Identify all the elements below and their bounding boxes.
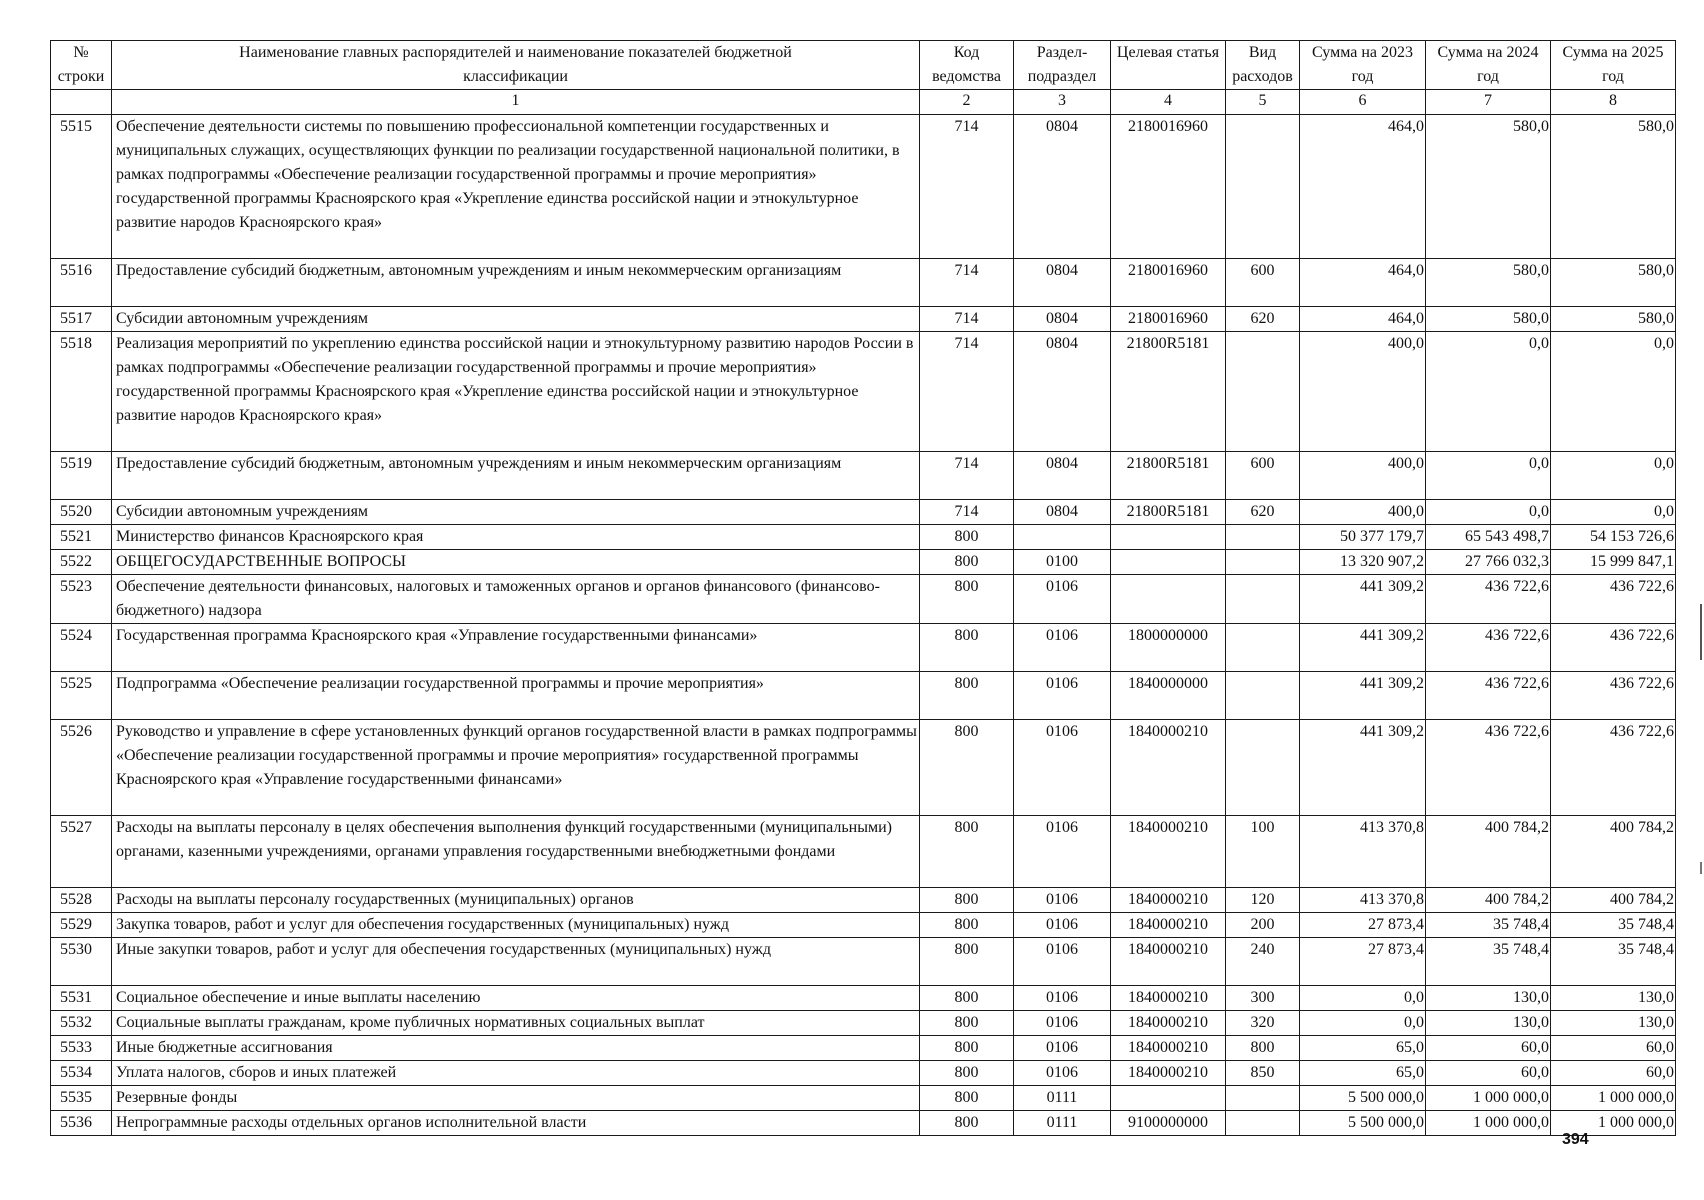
expense-type (1226, 550, 1300, 575)
dept-code: 800 (920, 913, 1014, 938)
sum-2024: 400 784,2 (1426, 816, 1551, 888)
sum-2023: 413 370,8 (1300, 888, 1426, 913)
sum-2024: 130,0 (1426, 1011, 1551, 1036)
page-number: 394 (1562, 1131, 1589, 1148)
target-article: 1840000210 (1111, 938, 1226, 986)
section-code: 0804 (1014, 307, 1111, 332)
target-article: 2180016960 (1111, 259, 1226, 307)
column-number: 1 (112, 90, 920, 115)
sum-2023: 0,0 (1300, 1011, 1426, 1036)
dept-code: 800 (920, 1011, 1014, 1036)
dept-code: 714 (920, 500, 1014, 525)
section-code: 0111 (1014, 1111, 1111, 1136)
expense-type: 300 (1226, 986, 1300, 1011)
table-row (51, 115, 1676, 259)
table-row (51, 525, 1676, 550)
sum-2023: 441 309,2 (1300, 720, 1426, 816)
target-article: 21800R5181 (1111, 332, 1226, 452)
sum-2024: 60,0 (1426, 1036, 1551, 1061)
column-number: 2 (920, 90, 1014, 115)
sum-2025: 436 722,6 (1551, 575, 1676, 624)
sum-2023: 441 309,2 (1300, 575, 1426, 624)
target-article (1111, 525, 1226, 550)
expense-type: 240 (1226, 938, 1300, 986)
dept-code: 800 (920, 575, 1014, 624)
table-row (51, 1036, 1676, 1061)
sum-2025: 130,0 (1551, 1011, 1676, 1036)
row-name: Социальное обеспечение и иные выплаты населению (112, 986, 920, 1011)
section-code: 0804 (1014, 259, 1111, 307)
column-number: 5 (1226, 90, 1300, 115)
dept-code: 714 (920, 307, 1014, 332)
target-article: 2180016960 (1111, 307, 1226, 332)
sum-2023: 5 500 000,0 (1300, 1086, 1426, 1111)
expense-type (1226, 332, 1300, 452)
sum-2025: 436 722,6 (1551, 672, 1676, 720)
sum-2023: 400,0 (1300, 500, 1426, 525)
table-row (51, 938, 1676, 986)
sum-2025: 54 153 726,6 (1551, 525, 1676, 550)
header-target-article: Целевая статья (1111, 41, 1226, 90)
sum-2024: 35 748,4 (1426, 938, 1551, 986)
sum-2025: 35 748,4 (1551, 913, 1676, 938)
sum-2025: 580,0 (1551, 307, 1676, 332)
row-name: Иные закупки товаров, работ и услуг для обеспечения государственных (муниципальных) нужд (112, 938, 920, 986)
row-number: 5516 (51, 259, 112, 307)
row-name: Обеспечение деятельности системы по повышению профессиональной компетенции государственных и муниципальных служащих, осуществляющих функции по реализации государственной национальной политики, в рамках подпрограммы «Обеспечение реализации государственной программы и прочие мероприятия» государственной программы Красноярского края «Укрепление единства российской нации и этнокультурное развитие народов Красноярского края» (112, 115, 920, 259)
dept-code: 800 (920, 672, 1014, 720)
scan-edge-mark (1700, 604, 1702, 660)
target-article: 1840000210 (1111, 720, 1226, 816)
sum-2023: 464,0 (1300, 115, 1426, 259)
sum-2025: 580,0 (1551, 259, 1676, 307)
sum-2023: 13 320 907,2 (1300, 550, 1426, 575)
table-row (51, 332, 1676, 452)
sum-2024: 436 722,6 (1426, 575, 1551, 624)
row-number: 5530 (51, 938, 112, 986)
row-name: Уплата налогов, сборов и иных платежей (112, 1061, 920, 1086)
dept-code: 714 (920, 259, 1014, 307)
sum-2025: 436 722,6 (1551, 720, 1676, 816)
column-number: 3 (1014, 90, 1111, 115)
sum-2023: 413 370,8 (1300, 816, 1426, 888)
dept-code: 714 (920, 332, 1014, 452)
sum-2023: 65,0 (1300, 1036, 1426, 1061)
target-article: 21800R5181 (1111, 500, 1226, 525)
target-article (1111, 1086, 1226, 1111)
target-article: 1840000210 (1111, 1061, 1226, 1086)
column-number: 7 (1426, 90, 1551, 115)
section-code: 0804 (1014, 500, 1111, 525)
sum-2024: 580,0 (1426, 307, 1551, 332)
section-code: 0106 (1014, 888, 1111, 913)
row-number: 5536 (51, 1111, 112, 1136)
expense-type (1226, 575, 1300, 624)
sum-2023: 5 500 000,0 (1300, 1111, 1426, 1136)
expense-type (1226, 1086, 1300, 1111)
table-row (51, 1061, 1676, 1086)
row-number: 5533 (51, 1036, 112, 1061)
section-code: 0106 (1014, 624, 1111, 672)
sum-2024: 400 784,2 (1426, 888, 1551, 913)
row-number: 5523 (51, 575, 112, 624)
table-row (51, 307, 1676, 332)
row-name: Обеспечение деятельности финансовых, налоговых и таможенных органов и органов финансового (финансово-бюджетного) надзора (112, 575, 920, 624)
target-article (1111, 575, 1226, 624)
sum-2025: 60,0 (1551, 1036, 1676, 1061)
table-row (51, 720, 1676, 816)
row-name: Социальные выплаты гражданам, кроме публичных нормативных социальных выплат (112, 1011, 920, 1036)
section-code: 0106 (1014, 938, 1111, 986)
row-name: Государственная программа Красноярского края «Управление государственными финансами» (112, 624, 920, 672)
sum-2025: 400 784,2 (1551, 888, 1676, 913)
sum-2024: 580,0 (1426, 259, 1551, 307)
expense-type: 850 (1226, 1061, 1300, 1086)
sum-2023: 441 309,2 (1300, 624, 1426, 672)
row-number: 5520 (51, 500, 112, 525)
expense-type (1226, 672, 1300, 720)
target-article: 1840000210 (1111, 816, 1226, 888)
row-name: Расходы на выплаты персоналу государственных (муниципальных) органов (112, 888, 920, 913)
row-name: Расходы на выплаты персоналу в целях обеспечения выполнения функций государственными (муниципальными) органами, казенными учреждениями, органами управления государственными внебюджетными фондами (112, 816, 920, 888)
row-name: Субсидии автономным учреждениям (112, 500, 920, 525)
table-row (51, 672, 1676, 720)
row-name: Предоставление субсидий бюджетным, автономным учреждениям и иным некоммерческим организациям (112, 259, 920, 307)
row-number: 5531 (51, 986, 112, 1011)
target-article: 1840000210 (1111, 1011, 1226, 1036)
target-article: 1840000210 (1111, 888, 1226, 913)
section-code: 0106 (1014, 1061, 1111, 1086)
target-article: 9100000000 (1111, 1111, 1226, 1136)
table-row (51, 575, 1676, 624)
sum-2023: 65,0 (1300, 1061, 1426, 1086)
expense-type (1226, 115, 1300, 259)
row-name: Министерство финансов Красноярского края (112, 525, 920, 550)
table-row (51, 500, 1676, 525)
header-sum-2024: Сумма на 2024 год (1426, 41, 1551, 90)
budget-table (50, 40, 1676, 1136)
sum-2025: 400 784,2 (1551, 816, 1676, 888)
sum-2025: 1 000 000,0 (1551, 1086, 1676, 1111)
table-row (51, 986, 1676, 1011)
table-row (51, 1011, 1676, 1036)
sum-2023: 27 873,4 (1300, 913, 1426, 938)
expense-type: 600 (1226, 259, 1300, 307)
sum-2025: 0,0 (1551, 332, 1676, 452)
row-number: 5522 (51, 550, 112, 575)
sum-2024: 35 748,4 (1426, 913, 1551, 938)
sum-2023: 27 873,4 (1300, 938, 1426, 986)
sum-2024: 0,0 (1426, 332, 1551, 452)
row-number: 5521 (51, 525, 112, 550)
section-code: 0804 (1014, 452, 1111, 500)
expense-type: 620 (1226, 500, 1300, 525)
section-code: 0106 (1014, 672, 1111, 720)
dept-code: 800 (920, 1036, 1014, 1061)
section-code: 0106 (1014, 913, 1111, 938)
dept-code: 800 (920, 720, 1014, 816)
section-code: 0804 (1014, 332, 1111, 452)
row-name: Резервные фонды (112, 1086, 920, 1111)
sum-2024: 436 722,6 (1426, 672, 1551, 720)
row-name: Предоставление субсидий бюджетным, автономным учреждениям и иным некоммерческим организациям (112, 452, 920, 500)
target-article: 1840000210 (1111, 1036, 1226, 1061)
table-body (51, 115, 1676, 1136)
target-article: 21800R5181 (1111, 452, 1226, 500)
target-article: 1840000210 (1111, 986, 1226, 1011)
row-name: ОБЩЕГОСУДАРСТВЕННЫЕ ВОПРОСЫ (112, 550, 920, 575)
sum-2024: 1 000 000,0 (1426, 1111, 1551, 1136)
expense-type: 600 (1226, 452, 1300, 500)
column-number (51, 90, 112, 115)
section-code: 0804 (1014, 115, 1111, 259)
column-number: 8 (1551, 90, 1676, 115)
sum-2025: 15 999 847,1 (1551, 550, 1676, 575)
row-name: Субсидии автономным учреждениям (112, 307, 920, 332)
target-article: 1800000000 (1111, 624, 1226, 672)
dept-code: 800 (920, 624, 1014, 672)
dept-code: 714 (920, 115, 1014, 259)
expense-type: 320 (1226, 1011, 1300, 1036)
section-code: 0106 (1014, 1011, 1111, 1036)
sum-2023: 464,0 (1300, 307, 1426, 332)
row-name: Руководство и управление в сфере установленных функций органов государственной власти в рамках подпрограммы «Обеспечение реализации государственной программы и прочие мероприятия» государственной программы Красноярского края «Управление государственными финансами» (112, 720, 920, 816)
table-row (51, 452, 1676, 500)
expense-type: 620 (1226, 307, 1300, 332)
sum-2025: 0,0 (1551, 500, 1676, 525)
header-row-number: № строки (51, 41, 112, 90)
sum-2023: 0,0 (1300, 986, 1426, 1011)
table-row (51, 1086, 1676, 1111)
sum-2025: 0,0 (1551, 452, 1676, 500)
sum-2023: 400,0 (1300, 452, 1426, 500)
table-row (51, 1111, 1676, 1136)
sum-2024: 436 722,6 (1426, 624, 1551, 672)
dept-code: 800 (920, 550, 1014, 575)
section-code: 0100 (1014, 550, 1111, 575)
header-section: Раздел- подраздел (1014, 41, 1111, 90)
column-number: 4 (1111, 90, 1226, 115)
column-number: 6 (1300, 90, 1426, 115)
sum-2024: 1 000 000,0 (1426, 1086, 1551, 1111)
row-number: 5525 (51, 672, 112, 720)
row-number: 5534 (51, 1061, 112, 1086)
dept-code: 800 (920, 1111, 1014, 1136)
sum-2024: 27 766 032,3 (1426, 550, 1551, 575)
expense-type (1226, 720, 1300, 816)
column-number-row (51, 90, 1676, 115)
dept-code: 800 (920, 525, 1014, 550)
sum-2024: 65 543 498,7 (1426, 525, 1551, 550)
sum-2024: 0,0 (1426, 452, 1551, 500)
sum-2023: 464,0 (1300, 259, 1426, 307)
target-article: 2180016960 (1111, 115, 1226, 259)
expense-type: 120 (1226, 888, 1300, 913)
scan-edge-mark (1700, 862, 1702, 874)
row-number: 5527 (51, 816, 112, 888)
row-name: Подпрограмма «Обеспечение реализации государственной программы и прочие мероприятия» (112, 672, 920, 720)
section-code: 0106 (1014, 816, 1111, 888)
header-expense-type: Вид расходов (1226, 41, 1300, 90)
row-number: 5517 (51, 307, 112, 332)
row-number: 5526 (51, 720, 112, 816)
expense-type: 800 (1226, 1036, 1300, 1061)
dept-code: 800 (920, 1061, 1014, 1086)
sum-2024: 130,0 (1426, 986, 1551, 1011)
row-name: Иные бюджетные ассигнования (112, 1036, 920, 1061)
header-row (51, 41, 1676, 90)
dept-code: 800 (920, 938, 1014, 986)
target-article: 1840000000 (1111, 672, 1226, 720)
table-row (51, 550, 1676, 575)
sum-2025: 436 722,6 (1551, 624, 1676, 672)
dept-code: 800 (920, 986, 1014, 1011)
section-code: 0106 (1014, 720, 1111, 816)
dept-code: 714 (920, 452, 1014, 500)
sum-2024: 436 722,6 (1426, 720, 1551, 816)
row-number: 5518 (51, 332, 112, 452)
section-code: 0106 (1014, 575, 1111, 624)
dept-code: 800 (920, 816, 1014, 888)
sum-2025: 130,0 (1551, 986, 1676, 1011)
sum-2025: 1 000 000,0 (1551, 1111, 1676, 1136)
header-dept-code: Код ведомства (920, 41, 1014, 90)
table-row (51, 816, 1676, 888)
sum-2023: 441 309,2 (1300, 672, 1426, 720)
section-code (1014, 525, 1111, 550)
dept-code: 800 (920, 1086, 1014, 1111)
row-number: 5532 (51, 1011, 112, 1036)
header-sum-2025: Сумма на 2025 год (1551, 41, 1676, 90)
sum-2025: 580,0 (1551, 115, 1676, 259)
table-row (51, 259, 1676, 307)
table-row (51, 888, 1676, 913)
header-name: Наименование главных распорядителей и наименование показателей бюджетной классификации (112, 41, 920, 90)
expense-type: 200 (1226, 913, 1300, 938)
sum-2023: 50 377 179,7 (1300, 525, 1426, 550)
target-article: 1840000210 (1111, 913, 1226, 938)
expense-type (1226, 624, 1300, 672)
sum-2023: 400,0 (1300, 332, 1426, 452)
row-name: Непрограммные расходы отдельных органов исполнительной власти (112, 1111, 920, 1136)
row-name: Реализация мероприятий по укреплению единства российской нации и этнокультурному развитию народов России в рамках подпрограммы «Обеспечение реализации государственной программы и прочие мероприятия» государственной программы Красноярского края «Укрепление единства российской нации и этнокультурное развитие народов Красноярского края» (112, 332, 920, 452)
expense-type (1226, 1111, 1300, 1136)
expense-type (1226, 525, 1300, 550)
sum-2024: 0,0 (1426, 500, 1551, 525)
sum-2025: 35 748,4 (1551, 938, 1676, 986)
row-number: 5519 (51, 452, 112, 500)
row-number: 5515 (51, 115, 112, 259)
row-number: 5529 (51, 913, 112, 938)
sum-2024: 60,0 (1426, 1061, 1551, 1086)
row-name: Закупка товаров, работ и услуг для обеспечения государственных (муниципальных) нужд (112, 913, 920, 938)
table-row (51, 624, 1676, 672)
row-number: 5535 (51, 1086, 112, 1111)
sum-2025: 60,0 (1551, 1061, 1676, 1086)
row-number: 5528 (51, 888, 112, 913)
dept-code: 800 (920, 888, 1014, 913)
section-code: 0111 (1014, 1086, 1111, 1111)
section-code: 0106 (1014, 986, 1111, 1011)
section-code: 0106 (1014, 1036, 1111, 1061)
expense-type: 100 (1226, 816, 1300, 888)
table-row (51, 913, 1676, 938)
header-sum-2023: Сумма на 2023 год (1300, 41, 1426, 90)
target-article (1111, 550, 1226, 575)
sum-2024: 580,0 (1426, 115, 1551, 259)
row-number: 5524 (51, 624, 112, 672)
